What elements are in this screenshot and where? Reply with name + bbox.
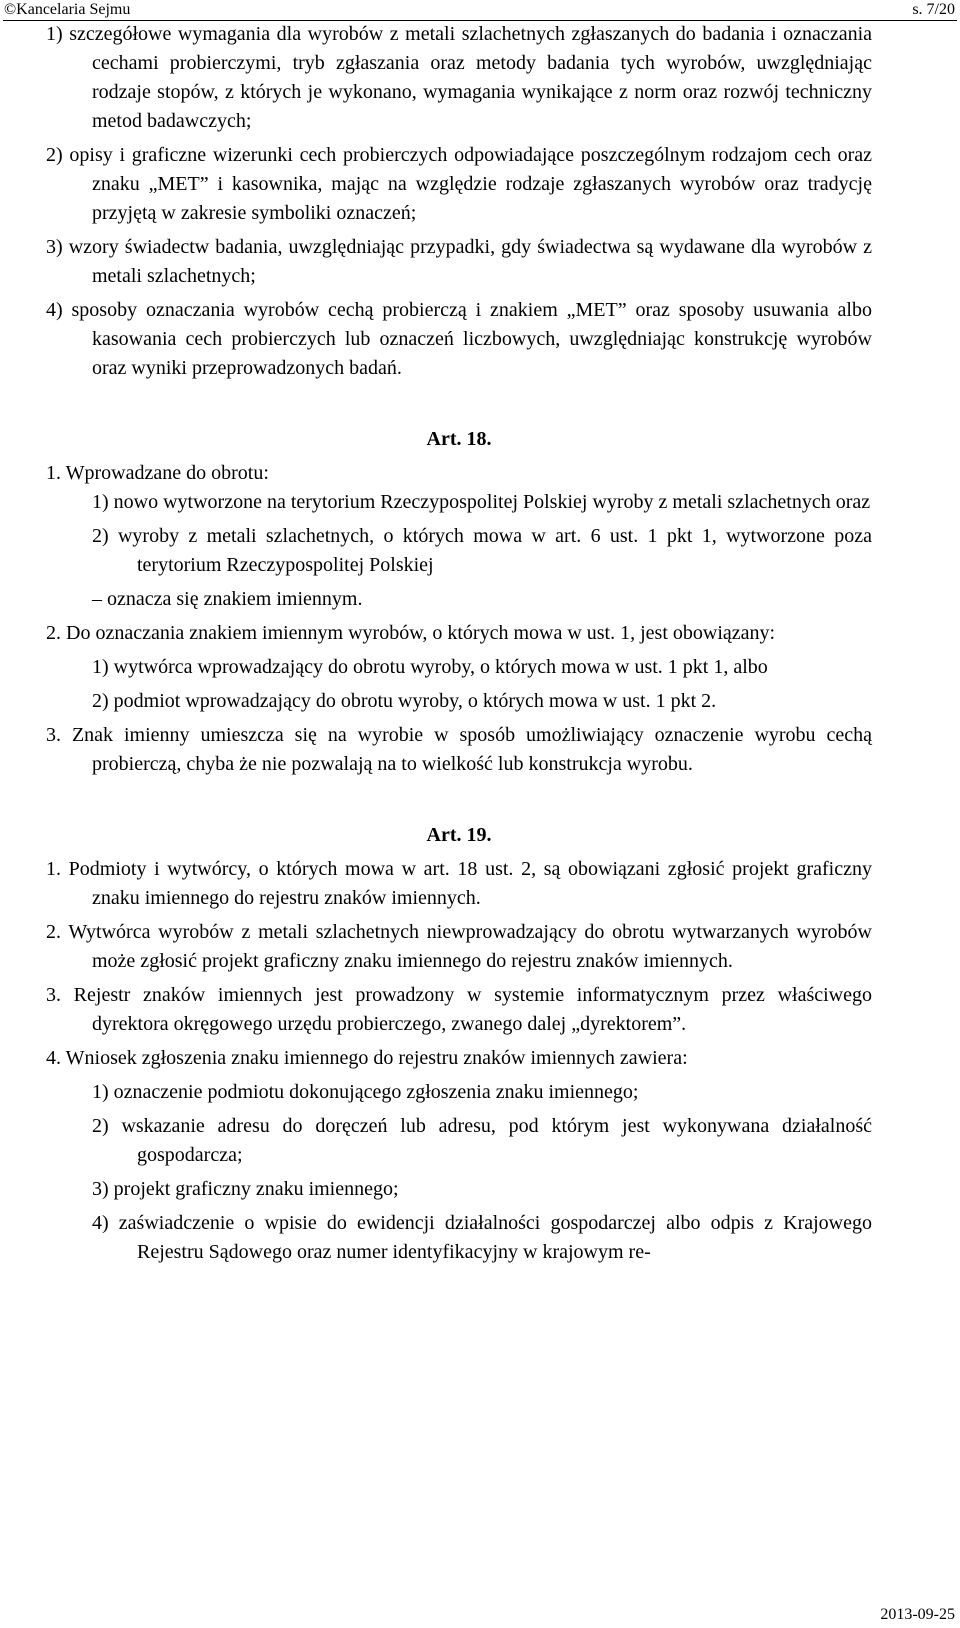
footer-date: 2013-09-25 xyxy=(880,1606,955,1623)
art-19-ust-4-point-3: 3) projekt graficzny znaku imiennego; xyxy=(92,1178,399,1200)
header-page-number: s. 7/20 xyxy=(912,1,955,18)
art-19-ust-1: 1. Podmioty i wytwórcy, o których mowa w art. 18 ust. 2, są obowiązani zgłosić projekt graficzny znaku imiennego do rejestru znaków imiennych. xyxy=(46,858,872,909)
art-18-ust-2-intro: 2. Do oznaczania znakiem imiennym wyrobów, o których mowa w ust. 1, jest obowiązany: xyxy=(46,622,776,644)
top-point-2: 2) opisy i graficzne wizerunki cech probierczych odpowiadające poszczególnym rodzajom cech oraz znaku „MET” i kasownika, mając na względzie rodzaje zgłaszanych wyrobów oraz tradycję przyjętą w zakresie symboliki oznaczeń; xyxy=(46,144,872,224)
art-19-ust-2: 2. Wytwórca wyrobów z metali szlachetnych niewprowadzający do obrotu wytwarzanych wyrobów może zgłosić projekt graficzny znaku imiennego do rejestru znaków imiennych. xyxy=(46,921,872,972)
art-19-ust-4-point-4: 4) zaświadczenie o wpisie do ewidencji działalności gospodarczej albo odpis z Krajowego Rejestru Sądowego oraz numer identyfikacyjny w krajowym re- xyxy=(92,1212,872,1263)
top-point-1: 1) szczegółowe wymagania dla wyrobów z metali szlachetnych zgłaszanych do badania i oznaczania cechami probierczymi, tryb zgłaszania oraz metody badania tych wyrobów, uwzględniając rodzaje stopów, z których je wykonano, wymagania wynikające z norm oraz rozwój techniczny metod badawczych; xyxy=(46,23,872,132)
art-18-ust-3: 3. Znak imienny umieszcza się na wyrobie w sposób umożliwiający oznaczenie wyrobu cechą probierczą, chyba że nie pozwalają na to wielkość lub konstrukcja wyrobu. xyxy=(46,724,872,775)
art-18-ust-1-point-2: 2) wyroby z metali szlachetnych, o których mowa w art. 6 ust. 1 pkt 1, wytworzone poza terytorium Rzeczypospolitej Polskiej xyxy=(92,525,872,576)
document-body xyxy=(46,20,872,1272)
header-source: ©Kancelaria Sejmu xyxy=(4,1,131,18)
top-point-3: 3) wzory świadectw badania, uwzględniając przypadki, gdy świadectwa są wydawane dla wyrobów z metali szlachetnych; xyxy=(46,236,872,287)
art-18-title: Art. 18. xyxy=(426,428,492,450)
art-18-ust-1-point-1: 1) nowo wytworzone na terytorium Rzeczypospolitej Polskiej wyroby z metali szlachetnych oraz xyxy=(92,491,871,513)
art-18-ust-2-point-2: 2) podmiot wprowadzający do obrotu wyroby, o których mowa w ust. 1 pkt 2. xyxy=(92,690,717,712)
art-19-ust-4-point-2: 2) wskazanie adresu do doręczeń lub adresu, pod którym jest wykonywana działalność gospodarcza; xyxy=(92,1115,872,1166)
art-18-ust-1-dash: – oznacza się znakiem imiennym. xyxy=(92,588,363,610)
art-18-ust-1-intro: 1. Wprowadzane do obrotu: xyxy=(46,462,269,484)
art-18-ust-2-point-1: 1) wytwórca wprowadzający do obrotu wyroby, o których mowa w ust. 1 pkt 1, albo xyxy=(92,656,768,678)
art-19-ust-3: 3. Rejestr znaków imiennych jest prowadzony w systemie informatycznym przez właściwego dyrektora okręgowego urzędu probierczego, zwanego dalej „dyrektorem”. xyxy=(46,984,872,1035)
art-19-ust-4-point-1: 1) oznaczenie podmiotu dokonującego zgłoszenia znaku imiennego; xyxy=(92,1081,639,1103)
art-19-ust-4-intro: 4. Wniosek zgłoszenia znaku imiennego do rejestru znaków imiennych zawiera: xyxy=(46,1047,688,1069)
top-point-4: 4) sposoby oznaczania wyrobów cechą probierczą i znakiem „MET” oraz sposoby usuwania albo kasowania cech probierczych lub oznaczeń liczbowych, uwzględniając konstrukcję wyrobów oraz wyniki przeprowadzonych badań. xyxy=(46,299,872,379)
art-19-title: Art. 19. xyxy=(426,824,492,846)
